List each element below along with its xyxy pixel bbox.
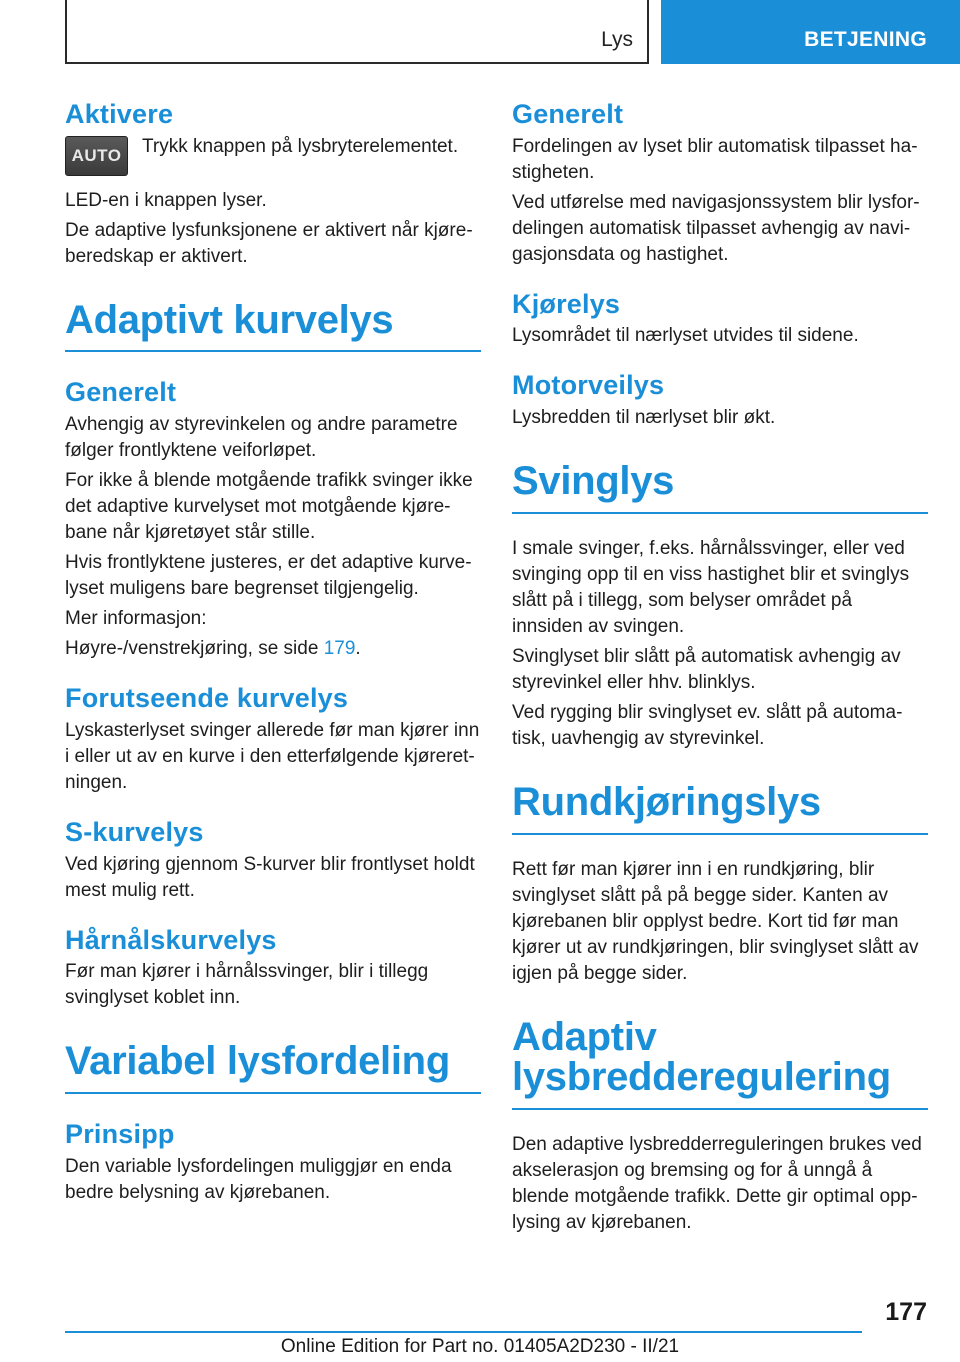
general-heading: Generelt (65, 377, 177, 408)
hairpin-heading: Hårnålskurvelys (65, 924, 277, 955)
header-chapter-title: BETJENING (804, 28, 927, 51)
principle-heading: Prinsipp (65, 1119, 175, 1150)
range-control-heading-line-1: Adaptiv (512, 1014, 657, 1059)
auto-button-label: AUTO (71, 145, 122, 165)
turn-light-heading: Svinglys (512, 461, 928, 514)
principle-paragraph: Den variable lysfordelingen muliggjør en enda bedre belysning av kjørebanen. (65, 1155, 452, 1203)
predictive-paragraph: Lyskasterlyset svinger allerede før man kjører inn i eller ut av en kurve i den etterfølgende kjøreretningen. (65, 719, 480, 793)
page-number: 177 (885, 1298, 927, 1326)
turn-light-paragraph-1: I smale svinger, f.eks. hårnålssvinger, eller ved svinging opp til en viss hastighet blir et svinglys slått på i tillegg, som belyser området på innsiden av svingen. (512, 537, 910, 637)
general-paragraph-1: Avhengig av styrevinkelen og andre parametre følger frontlyktene veiforløpet. (65, 414, 458, 462)
range-control-heading (512, 1014, 928, 1111)
s-curve-paragraph: Ved kjøring gjennom S-kurver blir frontlyset holdt mest mulig rett. (65, 853, 475, 901)
activate-paragraph-2: De adaptive lysfunksjonene er aktivert når kjøreberedskap er aktivert. (65, 219, 473, 267)
right-general-heading: Generelt (512, 99, 624, 129)
turn-light-paragraph-3: Ved rygging blir svinglyset ev. slått på automatisk, uavhengig av styrevinkel. (512, 701, 903, 749)
auto-button-icon (65, 136, 128, 176)
activate-heading: Aktivere (65, 99, 174, 129)
activate-paragraph-1: LED-en i knappen lyser. (65, 189, 267, 211)
roundabout-light-paragraph: Rett før man kjører inn i en rundkjøring, blir svinglyset slått på på begge sider. Kanten av kjørebanen blir opplyst bedre. Kort tid før man kjører ut av rundkjøringen, blir svinglyset slått av igjen på begge sider. (512, 858, 919, 984)
motorway-light-paragraph: Lysbredden til nærlyset blir økt. (512, 407, 776, 429)
driving-light-paragraph: Lysområdet til nærlyset utvides til sidene. (512, 325, 859, 347)
roundabout-light-heading: Rundkjøringslys (512, 782, 928, 835)
auto-instruction-row (65, 134, 481, 176)
variable-distribution-heading: Variabel lysfordeling (65, 1041, 481, 1094)
general-paragraph-3: Hvis frontlyktene justeres, er det adaptive kurvelyset muligens bare begrenset tilgjengelig. (65, 552, 472, 600)
predictive-heading: Forutseende kurvelys (65, 683, 349, 714)
turn-light-paragraph-2: Svinglyset blir slått på automatisk avhengig av styrevinkel eller hhv. blinklys. (512, 645, 901, 693)
cross-reference-text: Høyre-/venstrekjøring, se side (65, 638, 319, 660)
cross-reference-suffix: . (355, 638, 361, 660)
right-column (512, 100, 928, 1240)
range-control-heading-line-2: lysbredderegulering (512, 1055, 891, 1100)
footer-edition-text: Online Edition for Part no. 01405A2D230 - II/21 (280, 1336, 680, 1357)
s-curve-heading: S-kurvelys (65, 816, 204, 847)
driving-light-heading: Kjørelys (512, 288, 621, 319)
left-column (65, 100, 481, 1210)
page-link[interactable]: 179 (323, 638, 356, 660)
general-paragraph-2: For ikke å blende motgående trafikk svinger ikke det adaptive kurvelyset mot motgående kjørebane når kjøretøyet står stille. (65, 470, 473, 544)
range-control-paragraph: Den adaptive lysbredderreguleringen brukes ved akselerasjon og bremsing og for å unngå å blende motgående trafikk. Dette gir optimal opplysing av kjørebanen. (512, 1134, 922, 1234)
right-general-paragraph-1: Fordelingen av lyset blir automatisk tilpasset hastigheten. (512, 135, 918, 183)
adaptive-curve-heading: Adaptivt kurvelys (65, 300, 481, 353)
general-paragraph-5 (65, 636, 481, 662)
right-general-paragraph-2: Ved utførelse med navigasjonssystem blir lysfordelingen automatisk tilpasset avhengig av navigasjonsdata og hastighet. (512, 191, 920, 265)
activate-instruction: Trykk knappen på lysbryterelementet. (142, 135, 459, 157)
hairpin-paragraph: Før man kjører i hårnålssvinger, blir i tillegg svinglyset koblet inn. (65, 961, 429, 1009)
header-section-box (65, 0, 649, 64)
general-paragraph-4: Mer informasjon: (65, 608, 207, 630)
footer-divider (65, 1331, 862, 1333)
motorway-light-heading: Motorveilys (512, 370, 665, 401)
header-chapter-tab (661, 0, 960, 64)
header-section-title: Lys (601, 28, 633, 51)
